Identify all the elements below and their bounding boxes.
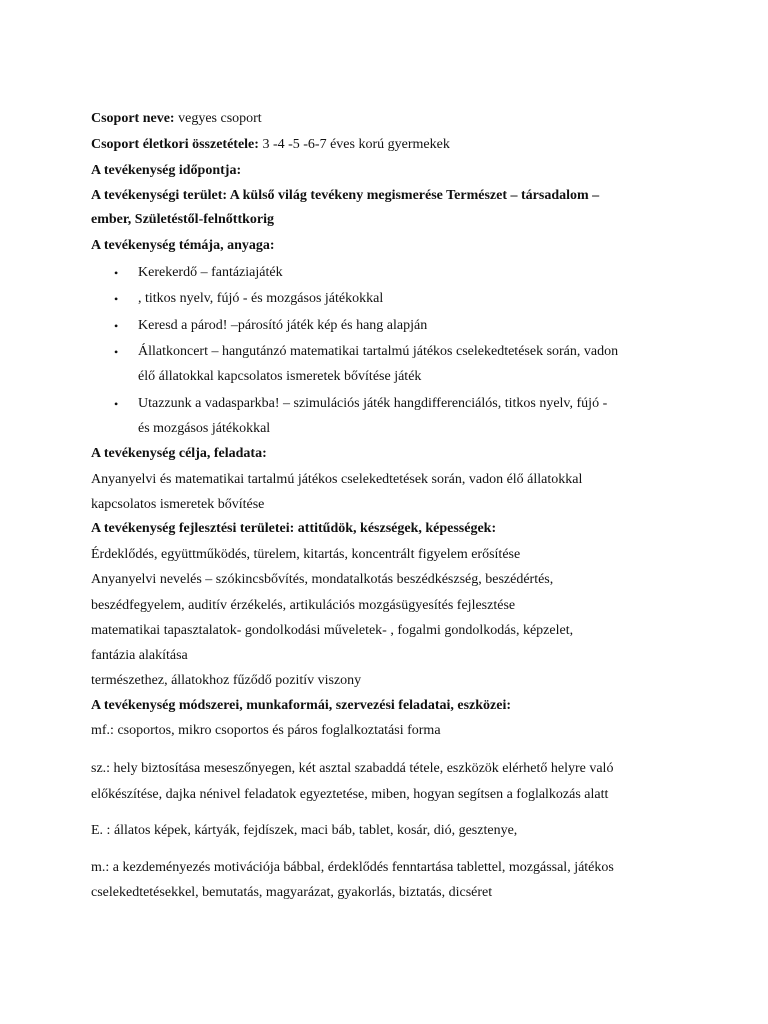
bullet-icon: • — [114, 292, 119, 306]
development-line-1: Érdeklődés, együttműködés, türelem, kitartás, koncentrált figyelem erősítése — [91, 547, 521, 562]
development-line-3: beszédfegyelem, auditív érzékelés, artikulációs mozgásügyesítés fejlesztése — [91, 598, 516, 613]
methods-label: A tevékenység módszerei, munkaformái, szervezési feladatai, eszközei: — [91, 698, 512, 713]
bullet-icon: • — [114, 397, 119, 411]
time-label: A tevékenység időpontja: — [91, 163, 242, 178]
topic-label: A tevékenység témája, anyaga: — [91, 238, 275, 253]
goal-text-line-1: Anyanyelvi és matematikai tartalmú játékos cselekedtetések során, vadon élő állatokkal — [91, 472, 583, 487]
development-line-6: természethez, állatokhoz fűződő pozitív viszony — [91, 673, 362, 688]
methods-sz-line-2: előkészítése, dajka nénivel feladatok egyeztetése, miben, hogyan segítsen a foglalkozás alatt — [91, 787, 609, 802]
development-line-2: Anyanyelvi nevelés – szókincsbővítés, mondatalkotás beszédkészség, beszédértés, — [91, 572, 554, 587]
development-line-4: matematikai tapasztalatok- gondolkodási műveletek- , fogalmi gondolkodás, képzelet, — [91, 623, 574, 638]
topic-item-4-line-1: Állatkoncert – hangutánzó matematikai tartalmú játékos cselekedtetések során, vadon — [138, 344, 619, 359]
group-name-label: Csoport neve: — [91, 111, 175, 126]
group-name-line — [91, 110, 262, 128]
activity-area-line-1: A tevékenységi terület: A külső világ tevékeny megismerése Természet – társadalom – — [91, 188, 600, 203]
goal-text-line-2: kapcsolatos ismeretek bővítése — [91, 497, 265, 512]
methods-e-line: E. : állatos képek, kártyák, fejdíszek, maci báb, tablet, kosár, dió, gesztenye, — [91, 823, 518, 838]
topic-item-5-line-1: Utazzunk a vadasparkba! – szimulációs játék hangdifferenciálós, titkos nyelv, fújó - — [138, 396, 608, 411]
methods-m-line-2: cselekedtetésekkel, bemutatás, magyarázat, gyakorlás, biztatás, dicséret — [91, 885, 493, 900]
bullet-icon: • — [114, 319, 119, 333]
topic-item-4-line-2: élő állatokkal kapcsolatos ismeretek bővítése játék — [138, 369, 422, 384]
age-composition-line — [91, 136, 450, 154]
age-composition-label: Csoport életkori összetétele: — [91, 137, 259, 152]
activity-area-line-2: ember, Születéstől-felnőttkorig — [91, 212, 274, 227]
topic-item-1: Kerekerdő – fantáziajáték — [138, 265, 283, 280]
methods-sz-line-1: sz.: hely biztosítása meseszőnyegen, két asztal szabaddá tétele, eszközök elérhető helyre való — [91, 761, 614, 776]
bullet-icon: • — [114, 266, 119, 280]
topic-item-3: Keresd a párod! –párosító játék kép és hang alapján — [138, 318, 428, 333]
goal-label: A tevékenység célja, feladata: — [91, 446, 267, 461]
group-name-value: vegyes csoport — [174, 111, 262, 126]
topic-item-2: , titkos nyelv, fújó - és mozgásos játékokkal — [138, 291, 384, 306]
development-line-5: fantázia alakítása — [91, 648, 188, 663]
methods-mf-line: mf.: csoportos, mikro csoportos és páros foglalkoztatási forma — [91, 723, 441, 738]
age-composition-value: 3 -4 -5 -6-7 éves korú gyermekek — [258, 137, 450, 152]
bullet-icon: • — [114, 345, 119, 359]
methods-m-line-1: m.: a kezdeményezés motivációja bábbal, érdeklődés fenntartása tablettel, mozgással, játékos — [91, 860, 614, 875]
development-label: A tevékenység fejlesztési területei: attitűdök, készségek, képességek: — [91, 521, 497, 536]
topic-item-5-line-2: és mozgásos játékokkal — [138, 421, 271, 436]
